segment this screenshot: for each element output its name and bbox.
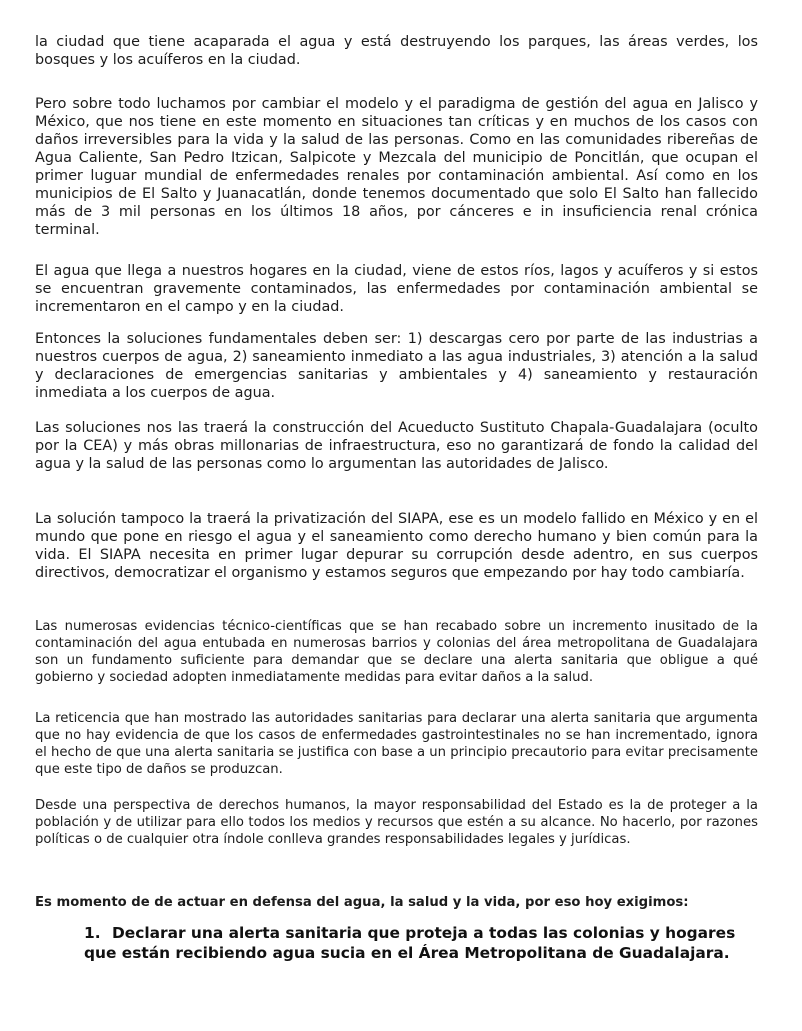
demand-item bbox=[84, 923, 764, 963]
paragraph-water-sources: El agua que llega a nuestros hogares en la ciudad, viene de estos ríos, lagos y acuíferos y si estos se encuentran gravemente contaminados, las enfermedades por contaminación ambiental se incrementaron en el campo y en la ciudad. bbox=[35, 263, 758, 315]
paragraph-human-rights: Desde una perspectiva de derechos humanos, la mayor responsabilidad del Estado es la de proteger a la población y de utilizar para ello todos los medios y recursos que estén a su alcance. No hacerlo, por razones políticas o de cualquier otra índole conlleva grandes responsabilidades legales y jurídicas. bbox=[35, 798, 758, 847]
paragraph-fundamental-solutions: Entonces la soluciones fundamentales deben ser: 1) descargas cero por parte de las industrias a nuestros cuerpos de agua, 2) saneamiento inmediato a las agua industriales, 3) atención a la salud y declaraciones de emergencias sanitarias y ambientales y 4) saneamiento y restauración inmediata a los cuerpos de agua. bbox=[35, 331, 758, 401]
demand-text: Declarar una alerta sanitaria que proteja a todas las colonias y hogares que están recibiendo agua sucia en el Área Metropolitana de Guadalajara. bbox=[84, 924, 736, 962]
paragraph-siapa: La solución tampoco la traerá la privatización del SIAPA, ese es un modelo fallido en México y en el mundo que pone en riesgo el agua y el saneamiento como derecho humano y bien común para la vida. El SIAPA necesita en primer lugar depurar su corrupción desde adentro, en sus cuerpos directivos, democratizar el organismo y estamos seguros que empezando por hay todo cambiaría. bbox=[35, 511, 758, 581]
demand-number: 1. bbox=[84, 924, 101, 942]
call-heading: Es momento de de actuar en defensa del agua, la salud y la vida, por eso hoy exigimos: bbox=[35, 895, 689, 910]
paragraph-city-intro: la ciudad que tiene acaparada el agua y está destruyendo los parques, las áreas verdes, los bosques y los acuíferos en la ciudad. bbox=[35, 34, 758, 68]
paragraph-water-model: Pero sobre todo luchamos por cambiar el modelo y el paradigma de gestión del agua en Jalisco y México, que nos tiene en este momento en situaciones tan críticas y en muchos de los casos con daños irreversibles para la vida y la salud de las personas. Como en las comunidades ribereñas de Agua Caliente, San Pedro Itzican, Salpicote y Mezcala del municipio de Poncitlán, que ocupan el primer luguar mundial de enfermedades renales por contaminación ambiental. Así como en los municipios de El Salto y Juanacatlán, donde tenemos documentado que solo El Salto han fallecido más de 3 mil personas en los últimos 18 años, por cánceres e in insuficiencia renal crónica terminal. bbox=[35, 96, 758, 238]
paragraph-health-authorities: La reticencia que han mostrado las autoridades sanitarias para declarar una alerta sanitaria que argumenta que no hay evidencia de que los casos de enfermedades gastrointestinales no se han incrementado, ignora el hecho de que una alerta sanitaria se justifica con base a un principio precautorio para evitar precisamente que este tipo de daños se produzcan. bbox=[35, 711, 758, 777]
paragraph-scientific-evidence: Las numerosas evidencias técnico-científicas que se han recabado sobre un incremento inusitado de la contaminación del agua entubada en numerosas barrios y colonias del área metropolitana de Guadalajara son un fundamento suficiente para demandar que se declare una alerta sanitaria que obligue a qué gobierno y sociedad adopten inmediatamente medidas para evitar daños a la salud. bbox=[35, 619, 758, 685]
paragraph-aqueduct: Las soluciones nos las traerá la construcción del Acueducto Sustituto Chapala-Guadalajara (oculto por la CEA) y más obras millonarias de infraestructura, eso no garantizará de fondo la calidad del agua y la salud de las personas como lo argumentan las autoridades de Jalisco. bbox=[35, 420, 758, 472]
